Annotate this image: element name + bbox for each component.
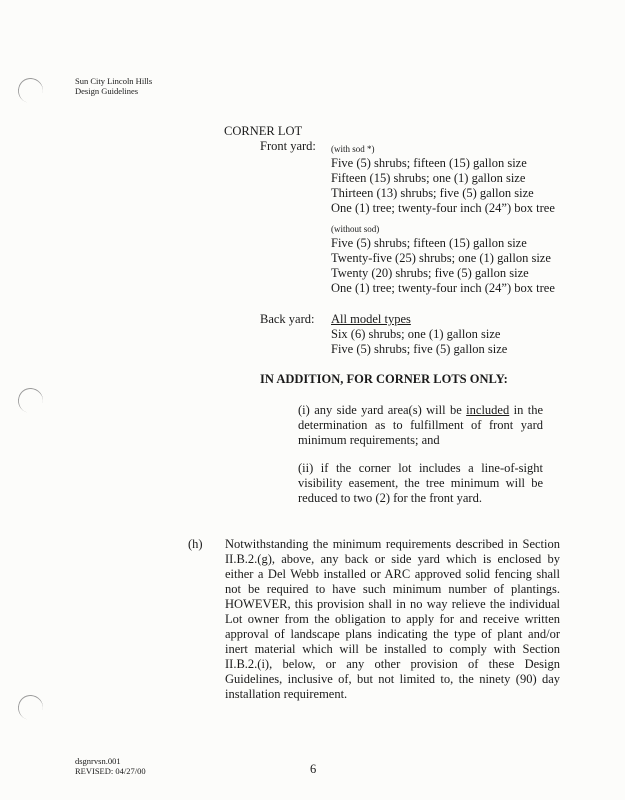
binder-hole-bottom (15, 692, 46, 723)
addition-item-ii: (ii) if the corner lot includes a line-of-sight visibility easement, the tree minimum will be reduced to two (2) for the front yard. (298, 461, 543, 505)
with-sod-note: (with sod *) (331, 144, 375, 154)
list-item: One (1) tree; twenty-four inch (24”) box tree (331, 281, 555, 295)
header-line-2: Design Guidelines (75, 86, 139, 96)
back-yard-label: Back yard: (260, 312, 315, 326)
addition-item-i-underlined: included (466, 403, 510, 417)
list-item: Twenty (20) shrubs; five (5) gallon size (331, 266, 529, 280)
page-header (75, 76, 152, 96)
list-item: Five (5) shrubs; fifteen (15) gallon size (331, 156, 527, 170)
back-yard-list (331, 312, 507, 357)
page-footer (75, 756, 146, 776)
addition-item-i (298, 403, 543, 448)
without-sod-note: (without sod) (331, 224, 380, 234)
addition-item-i-before: (i) any side yard area(s) will be (298, 403, 467, 417)
header-line-1: Sun City Lincoln Hills (75, 76, 153, 86)
list-item: One (1) tree; twenty-four inch (24”) box tree (331, 201, 555, 215)
with-sod-list (331, 156, 555, 216)
back-yard-heading: All model types (331, 312, 411, 326)
page-number: 6 (310, 762, 317, 776)
binder-hole-middle (15, 385, 46, 416)
list-item: Thirteen (13) shrubs; five (5) gallon size (331, 186, 534, 200)
without-sod-list (331, 236, 555, 296)
addition-heading: IN ADDITION, FOR CORNER LOTS ONLY: (260, 372, 508, 386)
list-item: Five (5) shrubs; fifteen (15) gallon size (331, 236, 527, 250)
footer-file: dsgnrvsn.001 (75, 756, 121, 766)
list-item: Twenty-five (25) shrubs; one (1) gallon size (331, 251, 551, 265)
front-yard-label: Front yard: (260, 139, 316, 153)
list-item: Fifteen (15) shrubs; one (1) gallon size (331, 171, 526, 185)
list-item: Five (5) shrubs; five (5) gallon size (331, 342, 508, 356)
footer-revised: REVISED: 04/27/00 (75, 766, 146, 776)
corner-lot-title: CORNER LOT (224, 124, 303, 138)
binder-hole-top (15, 75, 46, 106)
list-item: Six (6) shrubs; one (1) gallon size (331, 327, 501, 341)
section-h-text: Notwithstanding the minimum requirements described in Section II.B.2.(g), above, any back or side yard which is enclosed by either a Del Webb installed or ARC approved solid fencing shall not be required to have such minimum number of plantings. HOWEVER, this provision shall in no way relieve the individual Lot owner from the obligation to apply for and receive written approval of landscape plans indicating the type of plant and/or inert material which will be installed to comply with Section II.B.2.(i), below, or any other provision of these Design Guidelines, inclusive of, but not limited to, the ninety (90) day installation requirement. (225, 537, 560, 701)
addition-item-i-after: in the determination as to fulfillment of front yard minimum requirements; and (298, 403, 543, 447)
section-h-label: (h) (188, 537, 203, 551)
